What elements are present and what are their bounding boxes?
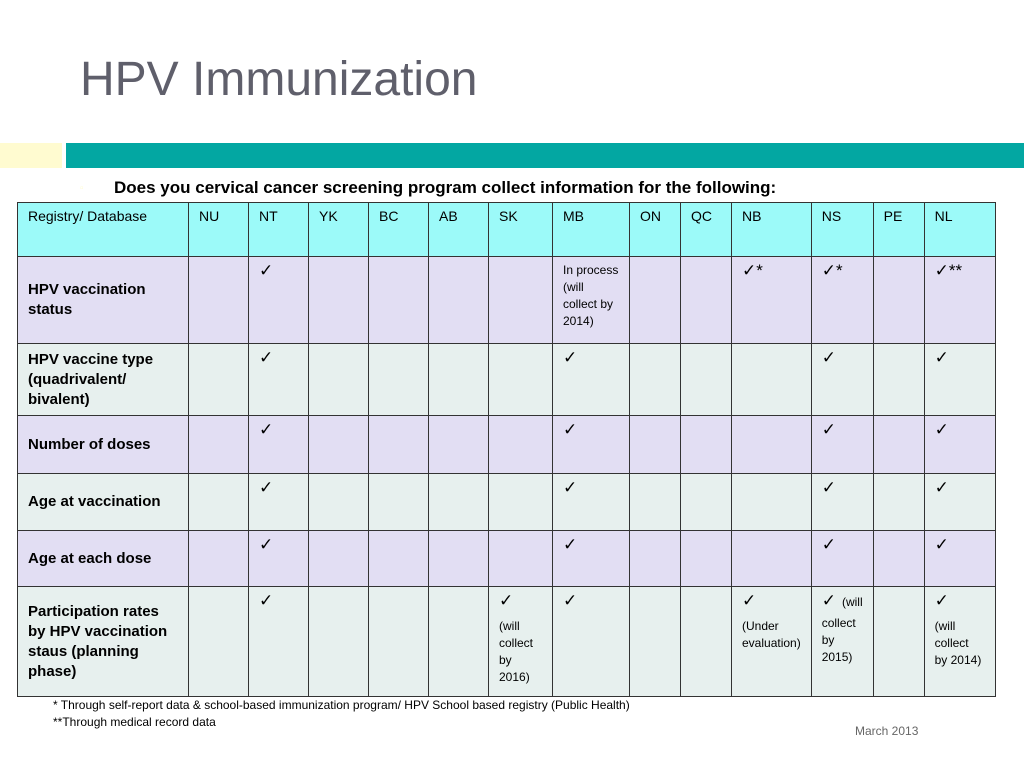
check-glyph: ✓ [934, 261, 949, 280]
header-corner: Registry/ Database [18, 203, 189, 257]
check-glyph: ✓ [259, 348, 274, 367]
cell-nl [924, 257, 995, 344]
checkmark-icon [822, 479, 863, 497]
checkmark-icon [822, 592, 863, 611]
row-label: Age at vaccination [18, 474, 189, 531]
check-glyph: ✓ [821, 348, 836, 367]
cell-yk [309, 474, 369, 531]
cell-ab [429, 257, 489, 344]
cell-ns [811, 344, 873, 416]
cell-mb [553, 344, 630, 416]
check-glyph: ✓ [742, 591, 757, 610]
checkmark-icon [259, 592, 298, 610]
cell-nt [249, 587, 309, 697]
cell-nb [732, 587, 812, 697]
cell-nt [249, 257, 309, 344]
cell-bc [369, 587, 429, 697]
cell-ns [811, 257, 873, 344]
cell-nt [249, 416, 309, 474]
cell-inline-note: (will [841, 595, 863, 609]
cell-pe [873, 587, 924, 697]
footnote-2: **Through medical record data [53, 715, 216, 729]
checkmark-icon [935, 536, 985, 554]
cell-nb [732, 257, 812, 344]
checkmark-icon [563, 349, 619, 367]
row-label: Participation rates by HPV vaccination staus (planning phase) [18, 587, 189, 697]
cell-mb [553, 416, 630, 474]
check-glyph: ✓ [563, 478, 578, 497]
check-glyph: ✓ [821, 420, 836, 439]
header-nt: NT [249, 203, 309, 257]
checkmark-icon [935, 592, 985, 610]
cell-nu [189, 416, 249, 474]
cell-on [630, 531, 681, 587]
check-glyph: ✓ [259, 478, 274, 497]
table-row [18, 257, 996, 344]
table-row [18, 416, 996, 474]
cell-note: (Under evaluation) [742, 619, 801, 650]
cell-mb [553, 531, 630, 587]
checkmark-icon [935, 479, 985, 497]
cell-pe [873, 257, 924, 344]
cell-on [630, 474, 681, 531]
checkmark-icon [259, 421, 298, 439]
cell-nl [924, 344, 995, 416]
header-ab: AB [429, 203, 489, 257]
cell-yk [309, 531, 369, 587]
cell-nu [189, 474, 249, 531]
cell-qc [681, 344, 732, 416]
cell-nt [249, 531, 309, 587]
check-glyph: ✓ [934, 420, 949, 439]
cell-mb [553, 257, 630, 344]
cell-ab [429, 416, 489, 474]
footnote-1: * Through self-report data & school-based immunization program/ HPV School based registry (Public Health) [53, 698, 630, 712]
checkmark-icon [499, 592, 542, 610]
cell-mb [553, 587, 630, 697]
check-glyph: ✓ [499, 591, 514, 610]
row-label: HPV vaccine type (quadrivalent/ bivalent) [18, 344, 189, 416]
cell-nl [924, 474, 995, 531]
check-glyph: ✓ [259, 591, 274, 610]
cell-on [630, 344, 681, 416]
check-glyph: ✓ [934, 535, 949, 554]
header-ns: NS [811, 203, 873, 257]
cell-ns [811, 531, 873, 587]
checkmark-icon [563, 479, 619, 497]
checkmark-icon [822, 421, 863, 439]
cell-note: In process (will collect by 2014) [563, 263, 619, 328]
table-row [18, 344, 996, 416]
check-glyph: ✓ [821, 261, 836, 280]
row-label: Age at each dose [18, 531, 189, 587]
cell-nt [249, 344, 309, 416]
cell-nt [249, 474, 309, 531]
cell-qc [681, 416, 732, 474]
cell-ab [429, 344, 489, 416]
header-nu: NU [189, 203, 249, 257]
checkmark-icon [822, 349, 863, 367]
cell-nl [924, 587, 995, 697]
cell-pe [873, 416, 924, 474]
check-suffix: ** [948, 261, 963, 280]
check-glyph: ✓ [821, 535, 836, 554]
header-mb: MB [553, 203, 630, 257]
header-yk: YK [309, 203, 369, 257]
table-header-row [18, 203, 996, 257]
cell-qc [681, 474, 732, 531]
header-nb: NB [732, 203, 812, 257]
check-glyph: ✓ [821, 478, 836, 497]
cell-nb [732, 531, 812, 587]
check-glyph: ✓ [563, 420, 578, 439]
cell-nl [924, 531, 995, 587]
checkmark-icon [563, 421, 619, 439]
cell-qc [681, 587, 732, 697]
cell-sk [489, 531, 553, 587]
checkmark-icon [935, 421, 985, 439]
header-pe: PE [873, 203, 924, 257]
footnote [53, 697, 703, 731]
cell-qc [681, 257, 732, 344]
header-on: ON [630, 203, 681, 257]
cell-note: collect by 2015) [821, 616, 856, 664]
checkmark-icon [259, 262, 298, 280]
check-suffix: * [756, 261, 763, 280]
cell-nb [732, 474, 812, 531]
header-nl: NL [924, 203, 995, 257]
cell-sk [489, 416, 553, 474]
cell-qc [681, 531, 732, 587]
checkmark-icon [822, 536, 863, 554]
cell-pe [873, 474, 924, 531]
cell-on [630, 257, 681, 344]
cell-ab [429, 587, 489, 697]
table-row [18, 531, 996, 587]
header-bc: BC [369, 203, 429, 257]
checkmark-icon [935, 349, 985, 367]
cell-nb [732, 344, 812, 416]
question-text: Does you cervical cancer screening program collect information for the following: [114, 178, 777, 197]
check-glyph: ✓ [563, 535, 578, 554]
cell-ns [811, 416, 873, 474]
bullet-marker-icon: ▫ [80, 183, 84, 194]
check-glyph: ✓ [742, 261, 757, 280]
cell-sk [489, 587, 553, 697]
check-glyph: ✓ [259, 261, 274, 280]
checkmark-icon [742, 592, 801, 610]
registry-table [17, 202, 996, 697]
check-glyph: ✓ [563, 591, 578, 610]
cell-on [630, 587, 681, 697]
check-suffix: * [835, 261, 843, 280]
cell-ns [811, 587, 873, 697]
cell-note: (will collect by 2016) [499, 619, 534, 684]
check-glyph: ✓ [934, 591, 949, 610]
checkmark-icon [259, 536, 298, 554]
cell-pe [873, 531, 924, 587]
checkmark-icon [563, 592, 619, 610]
cell-nu [189, 587, 249, 697]
cell-nu [189, 257, 249, 344]
check-glyph: ✓ [934, 348, 949, 367]
cell-ns [811, 474, 873, 531]
cell-on [630, 416, 681, 474]
slide-title: HPV Immunization [80, 53, 478, 106]
cell-yk [309, 257, 369, 344]
cell-ab [429, 531, 489, 587]
header-sk: SK [489, 203, 553, 257]
cell-yk [309, 587, 369, 697]
check-glyph: ✓ [563, 348, 578, 367]
cell-pe [873, 344, 924, 416]
cell-sk [489, 257, 553, 344]
cell-nu [189, 344, 249, 416]
cell-sk [489, 474, 553, 531]
checkmark-icon [259, 349, 298, 367]
cell-nl [924, 416, 995, 474]
table-row [18, 474, 996, 531]
checkmark-icon [822, 262, 863, 280]
cell-mb [553, 474, 630, 531]
checkmark-icon [259, 479, 298, 497]
check-glyph: ✓ [821, 591, 836, 610]
row-label: HPV vaccination status [18, 257, 189, 344]
table-body [18, 257, 996, 697]
accent-band-left [0, 143, 62, 168]
cell-yk [309, 416, 369, 474]
check-glyph: ✓ [259, 535, 274, 554]
checkmark-icon [935, 262, 985, 280]
cell-yk [309, 344, 369, 416]
cell-note: (will collect by 2014) [934, 619, 982, 667]
check-glyph: ✓ [934, 478, 949, 497]
accent-band-right [66, 143, 1024, 168]
cell-sk [489, 344, 553, 416]
cell-ab [429, 474, 489, 531]
header-qc: QC [681, 203, 732, 257]
check-glyph: ✓ [259, 420, 274, 439]
checkmark-icon [563, 536, 619, 554]
checkmark-icon [742, 262, 801, 280]
slide-date: March 2013 [855, 724, 919, 738]
cell-bc [369, 257, 429, 344]
cell-nu [189, 531, 249, 587]
cell-bc [369, 344, 429, 416]
cell-bc [369, 474, 429, 531]
row-label: Number of doses [18, 416, 189, 474]
cell-bc [369, 416, 429, 474]
cell-bc [369, 531, 429, 587]
table-row [18, 587, 996, 697]
cell-nb [732, 416, 812, 474]
